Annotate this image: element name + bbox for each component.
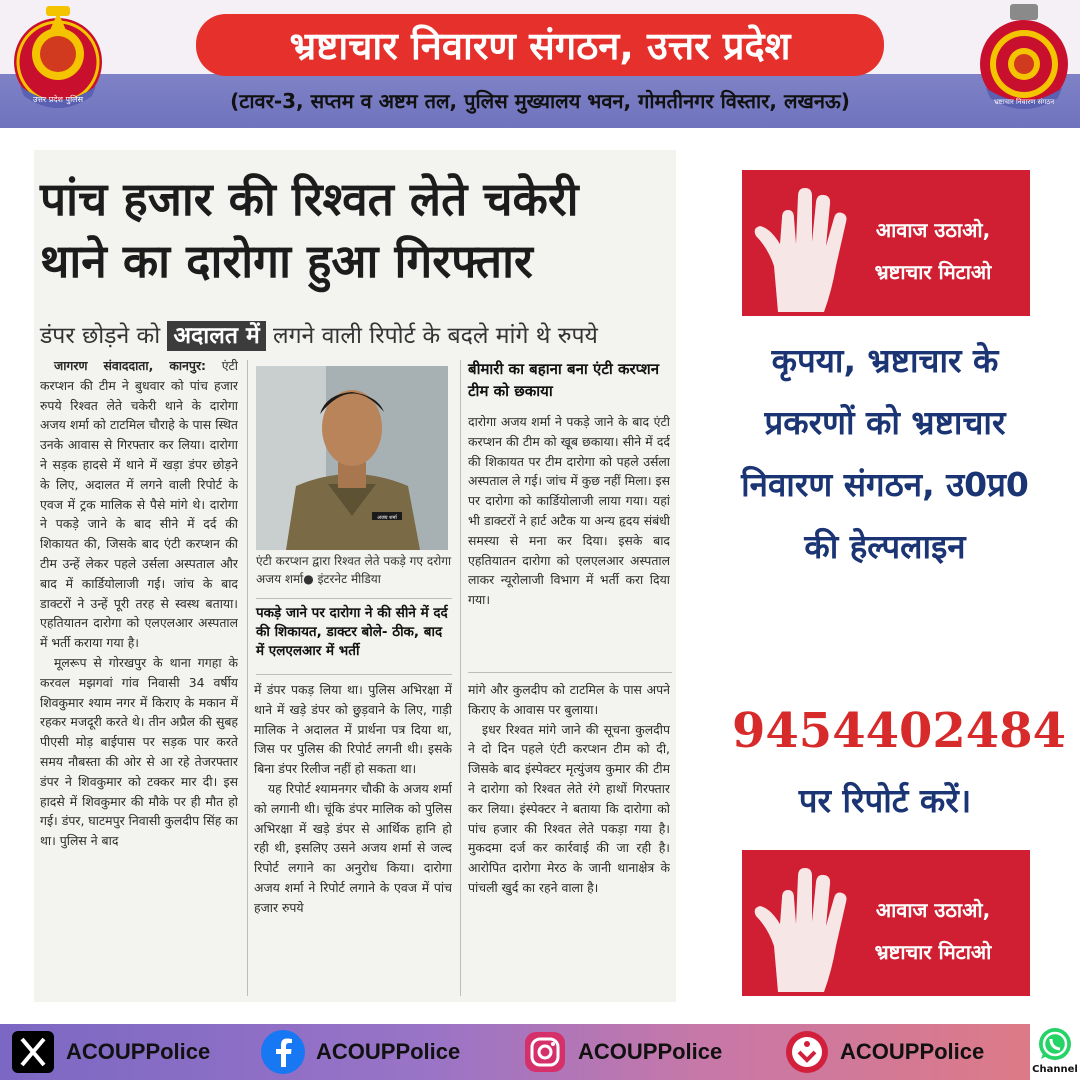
x-link[interactable]: [8, 1024, 210, 1080]
subhead-highlight: अदालत में: [167, 321, 265, 351]
officer-portrait-icon: [256, 366, 448, 550]
instagram-handle: ACOUPPolice: [578, 1039, 723, 1064]
title-banner: [196, 14, 884, 76]
x-logo-icon: [8, 1027, 58, 1077]
facebook-logo-icon: [258, 1027, 308, 1077]
svg-text:भ्रष्टाचार निवारण संगठन: भ्रष्टाचार निवारण संगठन: [993, 98, 1055, 106]
facebook-link[interactable]: [258, 1024, 460, 1080]
koo-logo-icon: [782, 1027, 832, 1077]
header-address: (टावर-3, सप्तम व अष्टम तल, पुलिस मुख्यालय भवन, गोमतीनगर विस्तार, लखनऊ): [230, 89, 850, 113]
box-headline: बीमारी का बहाना बना एंटी करप्शन टीम को छकाया: [468, 360, 660, 400]
instagram-link[interactable]: [520, 1024, 722, 1080]
svg-text:उत्तर प्रदेश पुलिस: उत्तर प्रदेश पुलिस: [33, 95, 83, 104]
slogan-line-2: भ्रष्टाचार मिटाओ: [836, 258, 1030, 285]
page-title: भ्रष्टाचार निवारण संगठन, उत्तर प्रदेश: [289, 24, 791, 68]
article-headline: पांच हजार की रिश्वत लेते चकेरी थाने का दारोगा हुआ गिरफ्तार: [40, 172, 579, 288]
hand-print-icon: [748, 178, 858, 312]
whatsapp-logo-icon: [1030, 1024, 1080, 1064]
x-handle: ACOUPPolice: [66, 1039, 211, 1064]
column-divider: [247, 360, 248, 996]
koo-handle: ACOUPPolice: [840, 1039, 985, 1064]
facebook-handle: ACOUPPolice: [316, 1039, 461, 1064]
caption-divider: [256, 598, 452, 599]
helpline-number[interactable]: 9454402484: [732, 703, 1066, 759]
slogan-line-1: आवाज उठाओ,: [836, 896, 1030, 923]
social-footer: [0, 1024, 1080, 1080]
photo-caption: एंटी करप्शन द्वारा रिश्वत लेते पकड़े गए दरोगा अजय शर्मा● इंटरनेट मीडिया: [256, 554, 452, 586]
slogan-banner-bottom: [742, 850, 1030, 996]
anti-corruption-emblem-icon: [972, 2, 1076, 114]
svg-text:अजय शर्मा: अजय शर्मा: [377, 515, 397, 521]
officer-photo: [256, 366, 448, 550]
koo-link[interactable]: [782, 1024, 984, 1080]
article-column-4: मांगे और कुलदीप को टाटमिल के पास अपने किराए के आवास पर बुलाया। इधर रिश्वत मांगे जाने की सूचना कुलदीप ने दो दिन पहले एंटी करप्शन टीम को दी, जिसके बाद इंस्पेक्टर मृत्युंजय कुमार की टीम ने दारोगा को रिश्वत लेते रंगे हाथों गिरफ्तार कर लिया। इंस्पेक्टर ने बताया कि दारोगा को पांच हजार की रिश्वत लेते पकड़ा गया है। मुकदमा दर्ज कर कार्रवाई की जा रही है। आरोपित दारोगा मेरठ के जानी थानाक्षेत्र के पांचली खुर्द का रहने वाला है।: [468, 682, 670, 895]
box-divider: [468, 672, 672, 673]
column-divider: [460, 360, 461, 996]
header-banner: [0, 0, 1080, 128]
slogan-line-2: भ्रष्टाचार मिटाओ: [836, 938, 1030, 965]
byline: जागरण संवाददाता, कानपुर:: [54, 358, 206, 373]
side-headline-divider: [256, 674, 452, 675]
slogan-line-1: आवाज उठाओ,: [836, 216, 1030, 243]
up-police-emblem-icon: [6, 2, 110, 114]
instagram-logo-icon: [520, 1027, 570, 1077]
hand-print-icon: [748, 858, 858, 992]
report-text: पर रिपोर्ट करें।: [798, 781, 972, 820]
side-headline: पकड़े जाने पर दारोगा ने की सीने में दर्द की शिकायत, डाक्टर बोले- ठीक, बाद में एलएलआर में भर्ती: [256, 605, 448, 659]
helpline-appeal: कृपया, भ्रष्टाचार के प्रकरणों को भ्रष्टाचार निवारण संगठन, उ0प्र0 की हेल्पलाइन: [741, 341, 1029, 566]
article-subheadline: डंपर छोड़ने को अदालत में लगने वाली रिपोर्ट के बदले मांगे थे रुपये: [40, 323, 598, 349]
whatsapp-channel-label: Channel: [1032, 1064, 1078, 1075]
article-column-2: में डंपर पकड़ लिया था। पुलिस अभिरक्षा में थाने में खड़े डंपर को छुड़वाने के लिए, गाड़ी मालिक ने अदालत में प्रार्थना पत्र दिया था, जिस पर पुलिस की रिपोर्ट लगनी थी। इसके बिना डंपर रिलीज नहीं हो सकता था। यह रिपोर्ट श्यामनगर चौकी के अजय शर्मा को लगानी थी। चूंकि डंपर मालिक को पुलिस अभिरक्षा में खड़े डंपर से आर्थिक हानि हो रही थी, इसलिए उसने अजय शर्मा से जल्द रिपोर्ट लगाने का अनुरोध किया। दारोगा अजय शर्मा ने रिपोर्ट लगाने के एवज में पांच हजार रुपये: [254, 682, 452, 915]
whatsapp-channel-link[interactable]: [1030, 1024, 1080, 1080]
article-column-3: दारोगा अजय शर्मा ने पकड़े जाने के बाद एंटी करप्शन की टीम को खूब छकाया। सीने में दर्द की शिकायत पर टीम दारोगा को पहले उर्सला अस्पताल ले गई। जांच में कुछ नहीं मिला। इस पर दारोगा को कार्डियोलाजी लाया गया। यहां भी डाक्टरों ने हार्ट अटैक या अन्य हृदय संबंधी समस्या से मना कर दिया। इसके बाद एहतियातन दारोगा को एलएलआर अस्पताल लाकर न्यूरोलाजी विभाग में भर्ती करा दिया गया।: [468, 414, 670, 608]
slogan-banner-top: [742, 170, 1030, 316]
article-column-1: जागरण संवाददाता, कानपुर: एंटी करप्शन की टीम ने बुधवार को पांच हजार रुपये रिश्वत लेते चकेरी थाने के दारोगा अजय शर्मा को टाटमिल चौराहे के पास स्थित उनके आवास से गिरफ्तार कर लिया। दारोगा ने सड़क हादसे में थाने में खड़ा डंपर छोड़ने के लिए, अदालत में लगने वाली रिपोर्ट के एवज में ट्रक मालिक से पैसे मांगे थे। दारोगा ने पकड़े जाने के बाद सीने में दर्द की शिकायत की, जिसके बाद एंटी करप्शन की टीम उन्हें लेकर पहले उर्सला अस्पताल और बाद में कार्डियोलाजी गई। जांच के बाद डाक्टरों ने उन्हें पूरी तरह से स्वस्थ बताया। एहतियातन दारोगा को एलएलआर अस्पताल में भर्ती कराया गया है। मूलरूप से गोरखपुर के थाना गगहा के करवल मझगवां गांव निवासी 34 वर्षीय शिवकुमार श्याम नगर में किराए के मकान में रहकर मजदूरी करते थे। तीन अप्रैल की सुबह पीएसी मोड़ बाईपास पर सड़क पार करते समय नौबस्ता की ओर से आ रहे तेजरफ्तार डंपर ने शिवकुमार को टक्कर मार दी। इस हादसे में शिवकुमार की मौके पर ही मौत हो गई। डंपर, घाटमपुर निवासी कुलदीप सिंह का था। पुलिस ने बाद: [40, 358, 238, 849]
